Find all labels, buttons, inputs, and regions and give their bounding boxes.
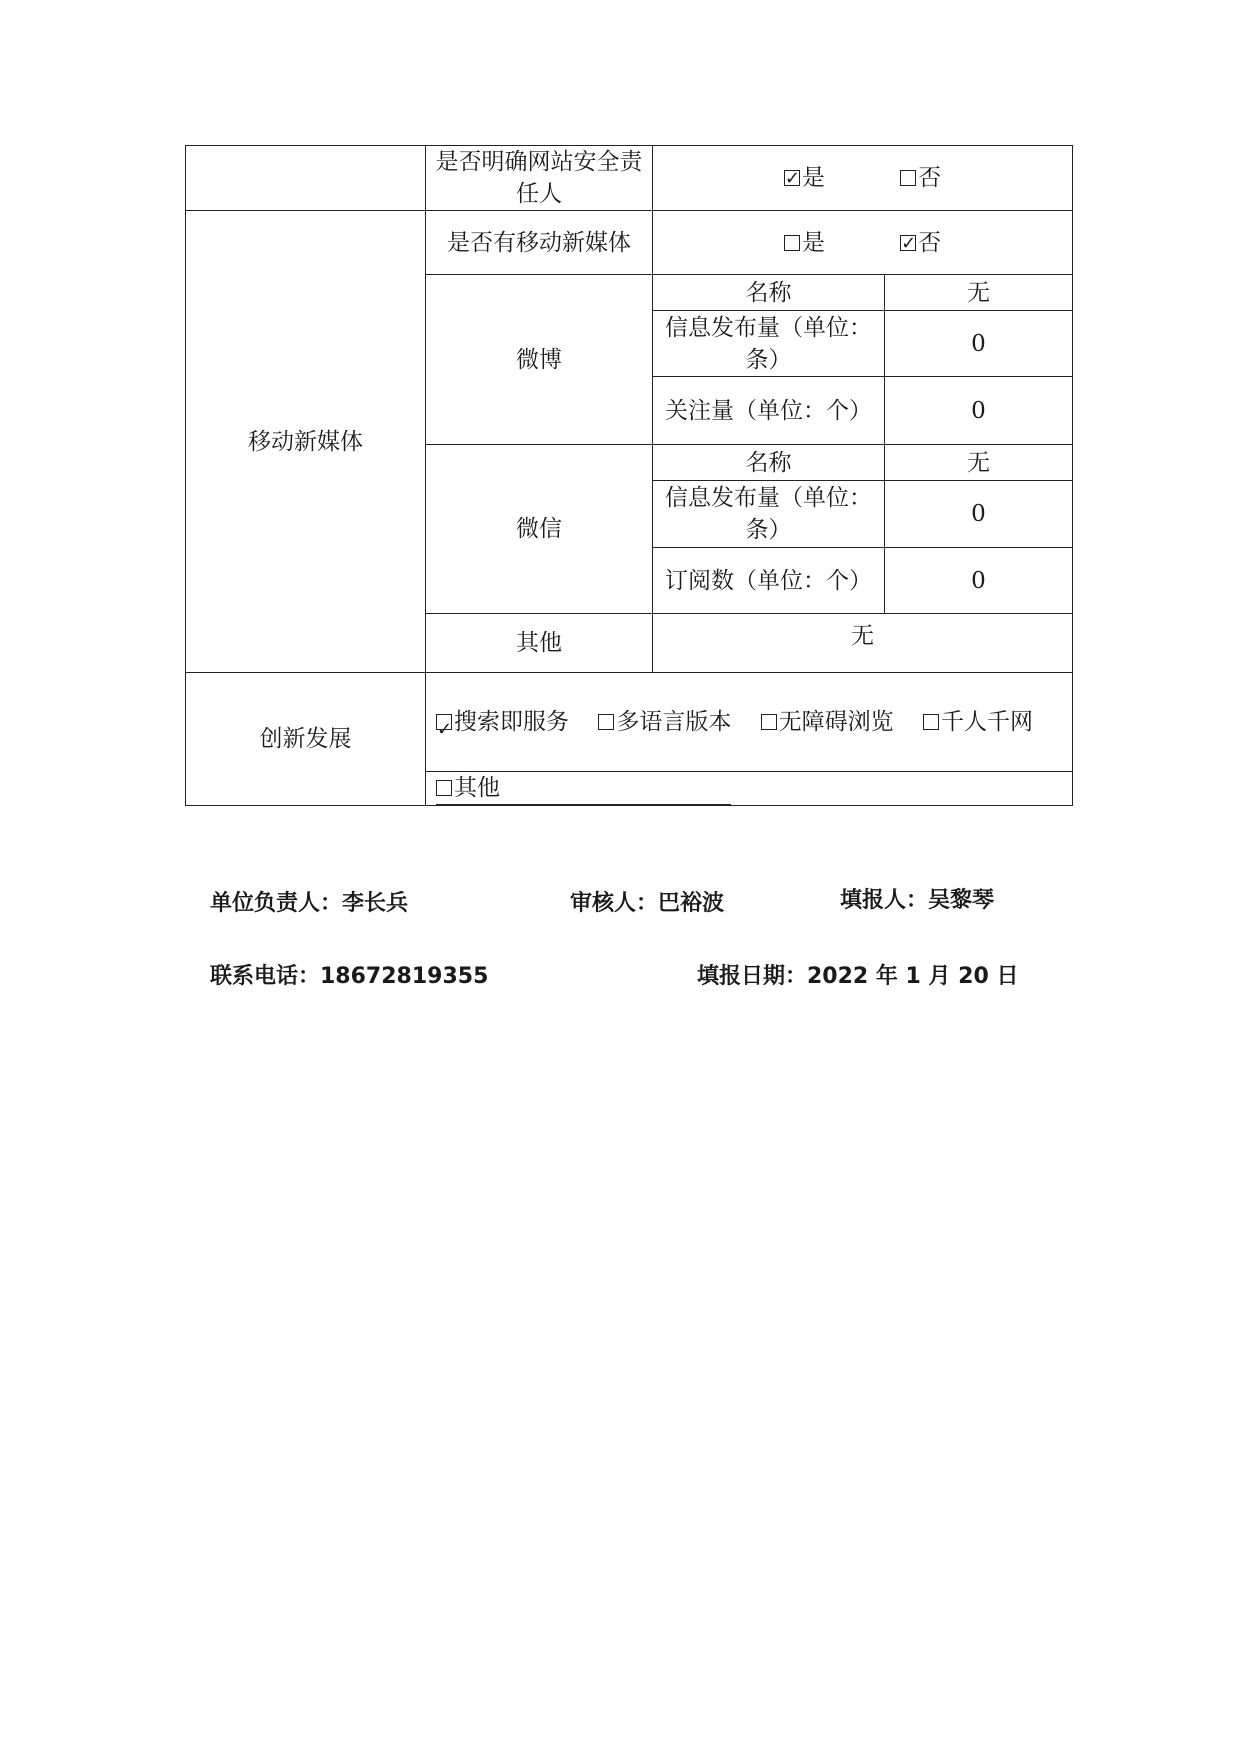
weibo-name-value: 无 <box>885 275 1073 311</box>
mobile-media-question: 是否有移动新媒体 <box>426 211 653 275</box>
other-media-label: 其他 <box>426 614 653 673</box>
checkbox-empty-icon <box>900 170 916 186</box>
website-report-table <box>185 145 1073 806</box>
innovation-other-row <box>426 772 1073 806</box>
innovation-label: 创新发展 <box>186 673 426 806</box>
report-date: 填报日期：2022 年 1 月 20 日 <box>697 964 1019 989</box>
innovation-search-service[interactable]: ✓搜索即服务 <box>436 709 569 735</box>
filler: 填报人：吴黎琴 <box>840 888 995 913</box>
security-option-yes[interactable]: ✓是 <box>784 162 825 194</box>
checkbox-checked-icon <box>436 714 452 730</box>
innovation-other[interactable]: 其他 <box>436 772 731 805</box>
innovation-multilingual[interactable]: 多语言版本 <box>598 709 731 735</box>
weixin-name-label: 名称 <box>653 445 885 481</box>
checkbox-checked-icon <box>784 170 800 186</box>
mobile-option-no[interactable]: ✓ 否 <box>900 227 941 259</box>
weixin-label: 微信 <box>426 445 653 614</box>
mobile-media-section-label: 移动新媒体 <box>186 211 426 673</box>
security-options <box>653 146 1073 211</box>
weibo-label: 微博 <box>426 275 653 445</box>
weixin-posts-label: 信息发布量（单位：条） <box>653 481 885 548</box>
checkbox-empty-icon <box>436 780 452 796</box>
security-responsible-label: 是否明确网站安全责任人 <box>426 146 653 211</box>
weibo-posts-value: 0 <box>885 311 1073 377</box>
weixin-subscribers-label: 订阅数（单位：个） <box>653 548 885 614</box>
innovation-accessibility[interactable]: 无障碍浏览 <box>761 709 894 735</box>
weibo-followers-value: 0 <box>885 377 1073 445</box>
empty-cell <box>186 146 426 211</box>
checkbox-empty-icon <box>784 235 800 251</box>
weixin-subscribers-value: 0 <box>885 548 1073 614</box>
checkbox-empty-icon <box>923 714 939 730</box>
weixin-posts-value: 0 <box>885 481 1073 548</box>
security-option-no[interactable]: 否 <box>900 162 941 194</box>
mobile-options <box>653 211 1073 275</box>
contact-phone: 联系电话：18672819355 <box>210 964 489 989</box>
other-media-value: 无 <box>653 614 1073 673</box>
weibo-posts-label: 信息发布量（单位：条） <box>653 311 885 377</box>
checkbox-empty-icon <box>761 714 777 730</box>
mobile-option-yes[interactable]: 是 <box>784 227 825 259</box>
checkbox-checked-icon <box>900 235 916 251</box>
weibo-followers-label: 关注量（单位：个） <box>653 377 885 445</box>
reviewer: 审核人：巴裕波 <box>570 891 725 916</box>
innovation-options <box>426 673 1073 772</box>
weixin-name-value: 无 <box>885 445 1073 481</box>
weibo-name-label: 名称 <box>653 275 885 311</box>
checkbox-empty-icon <box>598 714 614 730</box>
innovation-personalized[interactable]: 千人千网 <box>923 709 1033 735</box>
unit-head: 单位负责人：李长兵 <box>210 891 409 916</box>
